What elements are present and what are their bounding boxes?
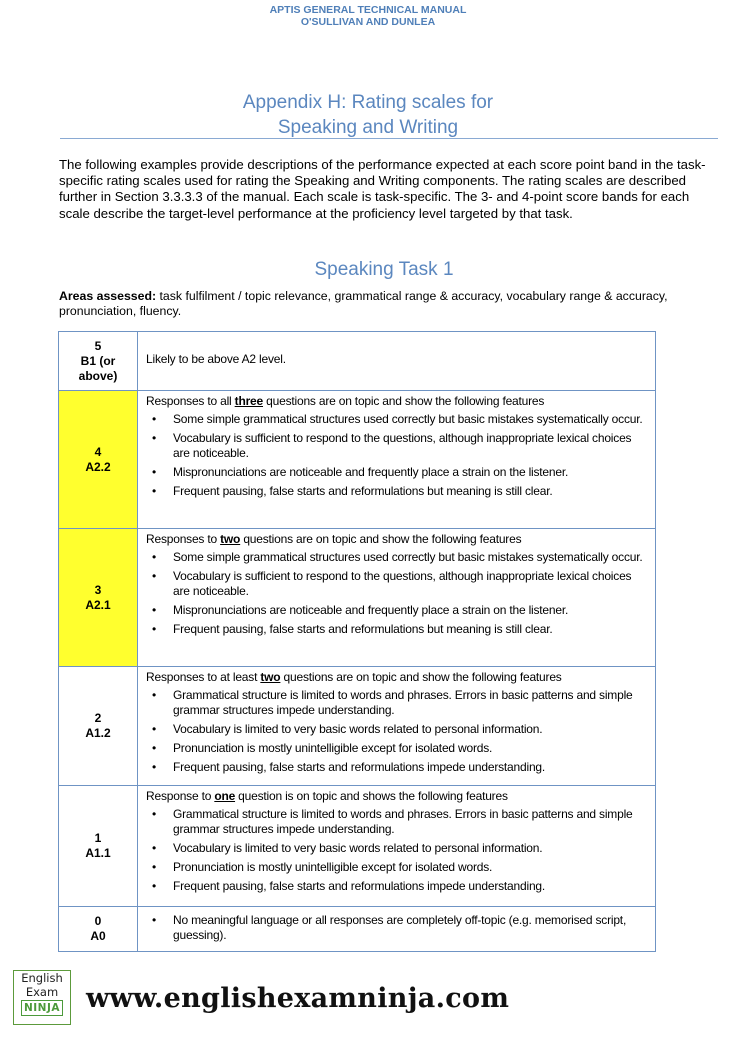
cefr-level: A2.1 bbox=[85, 597, 111, 612]
lead-text: Responses to bbox=[146, 532, 221, 546]
list-item: • Mispronunciations are noticeable and frequently place a strain on the listener. bbox=[146, 465, 647, 480]
score-value: 5 bbox=[94, 338, 102, 353]
lead-text-end: questions are on topic and show the following features bbox=[240, 532, 522, 546]
header-title: APTIS GENERAL TECHNICAL MANUAL bbox=[269, 4, 467, 16]
score-value: 2 bbox=[94, 711, 102, 725]
lead-text: Responses to all bbox=[146, 394, 235, 408]
descriptor-list bbox=[146, 807, 647, 894]
lead-text-end: questions are on topic and show the following features bbox=[263, 394, 545, 408]
appendix-title-line1: Appendix H: Rating scales for bbox=[242, 92, 494, 113]
lead-emphasis: two bbox=[260, 670, 281, 684]
score-cell bbox=[59, 529, 138, 667]
appendix-title bbox=[0, 90, 736, 140]
descriptor-list bbox=[146, 688, 647, 775]
descriptor-list bbox=[146, 550, 647, 637]
lead-text: Response to bbox=[146, 789, 215, 803]
english-exam-ninja-logo bbox=[13, 970, 71, 1025]
score-value: 3 bbox=[94, 582, 102, 597]
cefr-level: B1 (or above) bbox=[78, 353, 118, 383]
lead-emphasis: one bbox=[214, 789, 236, 803]
rating-scale-table bbox=[58, 331, 656, 952]
table-row bbox=[59, 907, 656, 952]
list-item: • Pronunciation is mostly unintelligible except for isolated words. bbox=[146, 860, 647, 875]
list-item: • Some simple grammatical structures used correctly but basic mistakes systematically occur. bbox=[146, 550, 647, 565]
descriptor-cell bbox=[138, 786, 656, 907]
intro-paragraph: The following examples provide descriptions of the performance expected at each score point band in the task-specific rating scales used for rating the Speaking and Writing components. The rating scales are described further in Section 3.3.3.3 of the manual. Each scale is task-specific. The 3- and 4-point score bands for each scale describe the target-level performance at the proficiency level targeted by that task. bbox=[59, 157, 706, 221]
list-item: • Grammatical structure is limited to words and phrases. Errors in basic patterns and simple grammar structures impede understanding. bbox=[146, 807, 647, 837]
list-item: • Mispronunciations are noticeable and frequently place a strain on the listener. bbox=[146, 603, 647, 618]
descriptor-cell bbox=[138, 391, 656, 529]
lead-emphasis: three bbox=[234, 394, 264, 408]
score-cell bbox=[59, 786, 138, 907]
table-row bbox=[59, 786, 656, 907]
score-value: 0 bbox=[94, 914, 102, 928]
lead-text-end: question is on topic and shows the following features bbox=[235, 789, 508, 803]
score-cell bbox=[59, 667, 138, 786]
table-row bbox=[59, 332, 656, 391]
cefr-level: A0 bbox=[90, 929, 106, 943]
areas-label: Areas assessed: bbox=[59, 289, 157, 303]
appendix-divider bbox=[60, 138, 718, 139]
list-item: • Frequent pausing, false starts and reformulations but meaning is still clear. bbox=[146, 484, 647, 499]
logo-line2: Exam bbox=[25, 985, 59, 999]
areas-assessed bbox=[59, 289, 679, 319]
score-cell bbox=[59, 907, 138, 952]
cefr-level: A1.1 bbox=[85, 846, 111, 860]
list-item: • Vocabulary is sufficient to respond to the questions, although inappropriate lexical choices are noticeable. bbox=[146, 569, 647, 599]
lead-text-end: questions are on topic and show the following features bbox=[280, 670, 562, 684]
list-item: • Some simple grammatical structures used correctly but basic mistakes systematically occur. bbox=[146, 412, 647, 427]
document-header bbox=[0, 4, 736, 28]
descriptor-list bbox=[146, 412, 647, 499]
descriptor-lead bbox=[146, 670, 647, 685]
cefr-level: A2.2 bbox=[85, 459, 111, 474]
score-value: 4 bbox=[94, 444, 102, 459]
list-item: • Frequent pausing, false starts and reformulations but meaning is still clear. bbox=[146, 622, 647, 637]
footer-url[interactable]: www.englishexamninja.com bbox=[86, 983, 510, 1014]
list-item: • No meaningful language or all responses are completely off-topic (e.g. memorised script, guessing). bbox=[146, 913, 647, 943]
appendix-title-line2: Speaking and Writing bbox=[277, 117, 459, 138]
list-item: • Vocabulary is limited to very basic words related to personal information. bbox=[146, 722, 647, 737]
list-item: • Vocabulary is sufficient to respond to the questions, although inappropriate lexical choices are noticeable. bbox=[146, 431, 647, 461]
logo-line1: English bbox=[21, 971, 63, 985]
lead-text: Likely to be above A2 level. bbox=[146, 352, 286, 366]
list-item: • Pronunciation is mostly unintelligible except for isolated words. bbox=[146, 741, 647, 756]
descriptor-lead bbox=[146, 789, 647, 804]
task-title: Speaking Task 1 bbox=[314, 259, 454, 280]
descriptor-cell bbox=[138, 529, 656, 667]
descriptor-list bbox=[146, 913, 647, 943]
score-cell bbox=[59, 332, 138, 391]
descriptor-lead bbox=[146, 532, 647, 547]
list-item: • Frequent pausing, false starts and reformulations impede understanding. bbox=[146, 760, 647, 775]
areas-text: task fulfilment / topic relevance, grammatical range & accuracy, vocabulary range & accuracy, pronunciation, fluency. bbox=[59, 289, 668, 318]
table-row bbox=[59, 529, 656, 667]
table-row bbox=[59, 667, 656, 786]
descriptor-lead bbox=[146, 394, 647, 409]
descriptor-cell bbox=[138, 907, 656, 952]
descriptor-cell bbox=[138, 332, 656, 391]
cefr-level: A1.2 bbox=[85, 726, 111, 740]
descriptor-lead bbox=[146, 352, 647, 367]
logo-line3: NINJA bbox=[21, 1000, 63, 1016]
list-item: • Frequent pausing, false starts and reformulations impede understanding. bbox=[146, 879, 647, 894]
header-authors: O'SULLIVAN AND DUNLEA bbox=[300, 16, 436, 28]
score-value: 1 bbox=[94, 831, 102, 845]
score-cell bbox=[59, 391, 138, 529]
lead-text: Responses to at least bbox=[146, 670, 261, 684]
list-item: • Grammatical structure is limited to words and phrases. Errors in basic patterns and simple grammar structures impede understanding. bbox=[146, 688, 647, 718]
lead-emphasis: two bbox=[220, 532, 241, 546]
descriptor-cell bbox=[138, 667, 656, 786]
list-item: • Vocabulary is limited to very basic words related to personal information. bbox=[146, 841, 647, 856]
table-row bbox=[59, 391, 656, 529]
